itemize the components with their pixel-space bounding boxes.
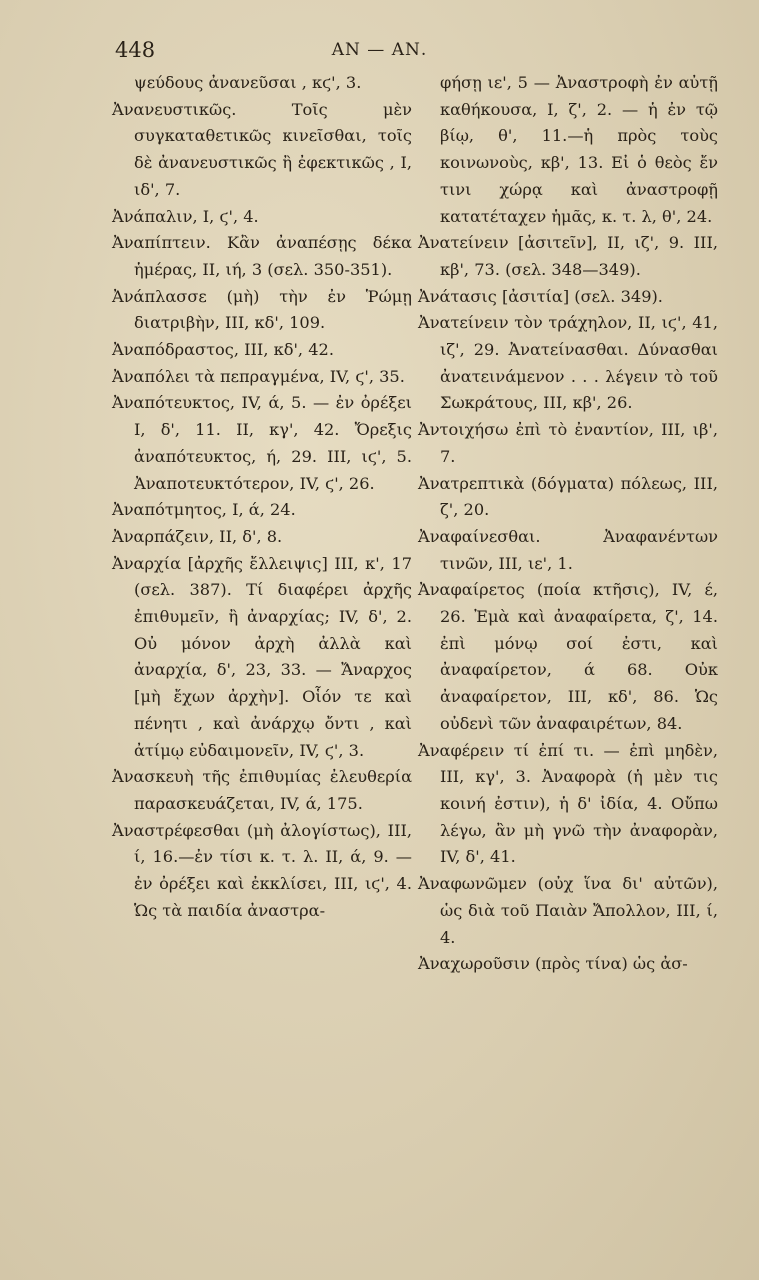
index-entry: Ἀνατείνειν τὸν τράχηλον, II, ιϛ', 41, ιζ', 29. Ἀνατείνασθαι. Δύνασθαι ἀνατεινάμενον . . . λέγειν τὸ τοῦ Σωκράτους, III, κβ', 26.	[418, 313, 718, 413]
index-entry: Ἀναφέρειν τί ἐπί τι. — ἐπὶ μηδὲν, III, κγ', 3. Ἀναφορὰ (ἡ μὲν τις κοινή ἐστιν), ἡ δ' ἰδία, 4. Οὔπω λέγω, ἂν μὴ γνῶ τὴν ἀναφορὰν, IV, δ', 41.	[418, 740, 718, 867]
index-entry: Ἀνατρεπτικὰ (δόγματα) πόλεως, III, ζ', 20.	[418, 473, 718, 520]
right-column	[418, 70, 718, 978]
index-entry: Ἀντοιχήσω ἐπὶ τὸ ἐναντίον, III, ιβ', 7.	[418, 420, 718, 466]
index-entry: Ἀναστρέφεσθαι (μὴ ἀλογίστως), III, ί, 16.—ἐν τίσι κ. τ. λ. II, ά, 9. — ἐν ὀρέξει καὶ ἐκκλίσει, III, ιϛ', 4. Ὡς τὰ παιδία ἀναστρα-	[112, 820, 412, 920]
index-entry: Ἀναφαίρετος (ποία κτῆσις), IV, έ, 26. Ἐμὰ καὶ ἀναφαίρετα, ζ', 14. ἐπὶ μόνῳ σοί ἐστι, καὶ ἀναφαίρετον, ά 68. Οὐκ ἀναφαίρετον, III, κδ', 86. Ὡς οὐδενὶ τῶν ἀναφαιρέτων, 84.	[418, 580, 718, 733]
index-entry: Ἀνασκευὴ τῆς ἐπιθυμίας ἐλευθερία παρασκευάζεται, IV, ά, 175.	[112, 767, 412, 813]
index-entry: Ἀνατείνειν [ἀσιτεῖν], II, ιζ', 9. III, κβ', 73. (σελ. 348—349).	[418, 233, 718, 279]
index-entry: φήσῃ ιε', 5 — Ἀναστροφὴ ἐν αὐτῇ καθήκουσα, I, ζ', 2. — ἡ ἐν τῷ βίῳ, θ', 11.—ἡ πρὸς τοὺς κοινωνοὺς, κβ', 13. Εἰ ὁ θεὸς ἔν τινι χώρᾳ καὶ ἀναστροφῇ κατατέταχεν ἡμᾶς, κ. τ. λ, θ', 24.	[440, 73, 718, 226]
index-entry: Ἀναχωροῦσιν (πρὸς τίνα) ὡς ἀσ-	[418, 954, 688, 974]
index-entry: Ἀναρπάζειν, II, δ', 8.	[112, 526, 283, 546]
index-entry: ψεύδους ἀνανεῦσαι , κϛ', 3.	[134, 73, 362, 92]
index-entry: Ἀνανευστικῶς. Τοῖς μὲν συγκαταθετικῶς κινεῖσθαι, τοῖς δὲ ἀνανευστικῶς ἢ ἐφεκτικῶς , I, ιδ', 7.	[112, 99, 412, 199]
index-entry: Ἀναπότμητος, I, ά, 24.	[112, 500, 296, 520]
left-column	[112, 70, 412, 925]
page-header	[0, 38, 759, 68]
index-entry: Ἀναρχία [ἀρχῆς ἔλλειψις] III, κ', 17 (σελ. 387). Τί διαφέρει ἀρχῆς ἐπιθυμεῖν, ἢ ἀναρχίας; IV, δ', 2. Οὐ μόνον ἀρχὴ ἀλλὰ καὶ ἀναρχία, δ', 23, 33. — Ἄναρχος [μὴ ἔχων ἀρχὴν]. Οἷόν τε καὶ πένητι , καὶ ἀνάρχῳ ὄντι , καὶ ἀτίμῳ εὐδαιμονεῖν, IV, ϛ', 3.	[112, 553, 412, 760]
index-entry: Ἀναπότευκτος, IV, ά, 5. — ἐν ὀρέξει I, δ', 11. II, κγ', 42. Ὄρεξις ἀναπότευκτος, ή, 29. III, ιϛ', 5. Ἀναποτευκτότερον, IV, ϛ', 26.	[112, 393, 412, 493]
index-entry: Ἀναφωνῶμεν (οὐχ ἵνα δι' αὐτῶν), ὡς διὰ τοῦ Παιὰν Ἄπολλον, III, ί, 4.	[418, 874, 718, 947]
index-entry: Ἀνάπαλιν, I, ϛ', 4.	[112, 206, 259, 226]
page-number: 448	[115, 38, 156, 62]
index-entry: Ἀνάτασις [ἀσιτία] (σελ. 349).	[418, 286, 663, 306]
index-entry: Ἀναπίπτειν. Κἂν ἀναπέσῃς δέκα ἡμέρας, II, ιή, 3 (σελ. 350-351).	[112, 233, 412, 279]
index-entry: Ἀνάπλασσε (μὴ) τὴν ἐν Ῥώμῃ διατριβὴν, III, κδ', 109.	[112, 286, 412, 333]
index-entry: Ἀναφαίνεσθαι. Ἀναφανέντων τινῶν, III, ιε', 1.	[418, 526, 718, 573]
running-head: ΑΝ — ΑΝ.	[331, 40, 428, 60]
index-entry: Ἀναπόλει τὰ πεπραγμένα, IV, ϛ', 35.	[112, 366, 405, 386]
index-entry: Ἀναπόδραστος, III, κδ', 42.	[112, 340, 334, 360]
